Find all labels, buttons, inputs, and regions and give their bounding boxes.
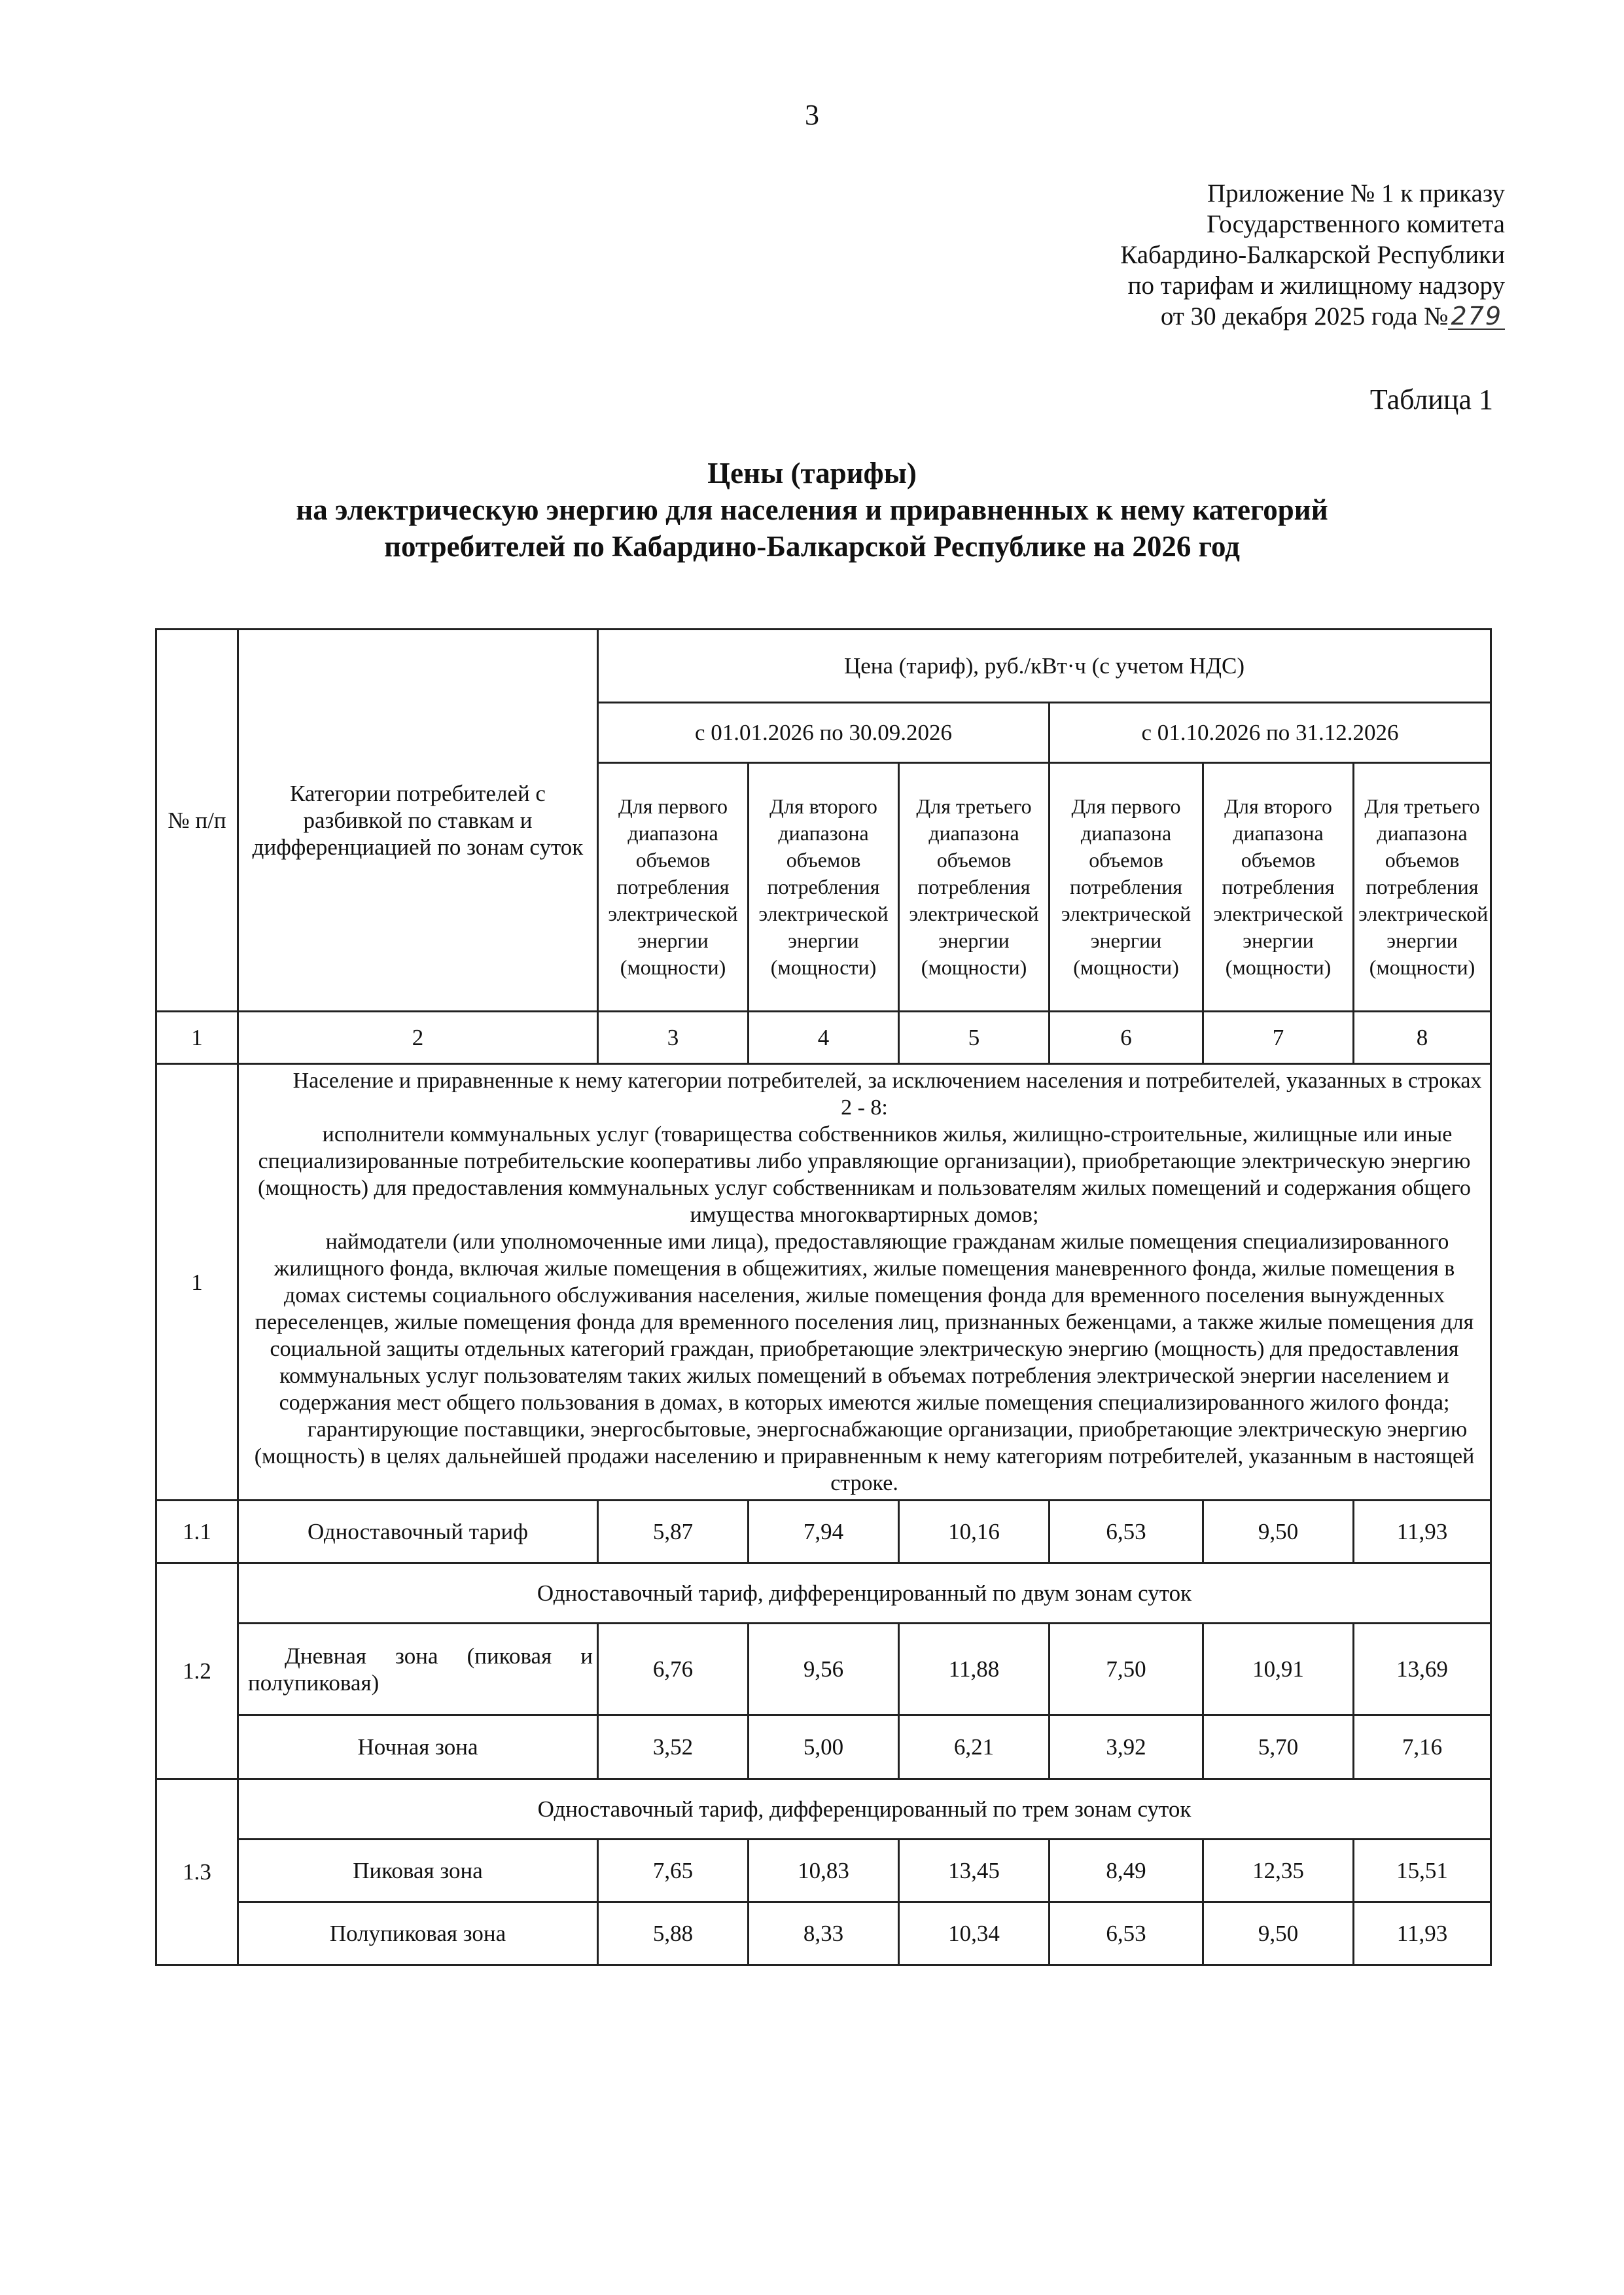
document-title	[0, 455, 1624, 565]
tariff-value: 10,83	[749, 1840, 899, 1902]
header-number: № п/п	[156, 630, 238, 1012]
tariff-value: 6,76	[598, 1624, 749, 1715]
row-number: 1.2	[156, 1563, 238, 1779]
tariff-value: 15,51	[1354, 1840, 1491, 1902]
page-number: 3	[805, 99, 819, 131]
tariff-value: 10,16	[899, 1501, 1050, 1563]
description-paragraph: Население и приравненные к нему категории потребителей, за исключением населения и потребителей, указанных в строках 2 - 8:	[292, 1069, 1482, 1120]
column-number: 5	[899, 1012, 1050, 1064]
tariff-table	[155, 628, 1492, 1966]
tariff-value: 9,56	[749, 1624, 899, 1715]
appendix-line: Кабардино-Балкарской Республики	[1120, 241, 1505, 269]
zone-label: Дневная зона (пиковая и полупиковая)	[238, 1624, 598, 1715]
tariff-value: 3,92	[1050, 1715, 1203, 1779]
column-number: 8	[1354, 1012, 1491, 1064]
header-range: Для первого диапазона объемов потребления электрической энергии (мощности)	[1050, 763, 1203, 1012]
zone-label: Ночная зона	[238, 1715, 598, 1779]
header-period-2: с 01.10.2026 по 31.12.2026	[1050, 703, 1491, 763]
column-number: 6	[1050, 1012, 1203, 1064]
column-number: 3	[598, 1012, 749, 1064]
row-number: 1.1	[156, 1501, 238, 1563]
title-line-1: Цены (тарифы)	[707, 457, 917, 489]
row-1-description	[238, 1064, 1491, 1501]
tariff-value: 9,50	[1203, 1902, 1354, 1965]
tariff-value: 6,21	[899, 1715, 1050, 1779]
row-label: Одноставочный тариф, дифференцированный по двум зонам суток	[238, 1563, 1491, 1624]
tariff-value: 6,53	[1050, 1501, 1203, 1563]
tariff-value: 7,65	[598, 1840, 749, 1902]
title-line-2: на электрическую энергию для населения и приравненных к нему категорий	[296, 493, 1328, 526]
table-label: Таблица 1	[1369, 383, 1493, 416]
tariff-value: 11,93	[1354, 1501, 1491, 1563]
description-paragraph: исполнители коммунальных услуг (товарищества собственников жилья, жилищно-строительные, жилищные или иные специализированные потребительские кооперативы либо управляющие организации), приобретающие электрическую энергию (мощность) для предоставления коммунальных услуг собственникам и пользователям жилых помещений и содержания общего имущества многоквартирных домов;	[258, 1122, 1471, 1227]
tariff-value: 5,87	[598, 1501, 749, 1563]
tariff-value: 5,70	[1203, 1715, 1354, 1779]
row-label: Одноставочный тариф, дифференцированный по трем зонам суток	[238, 1779, 1491, 1840]
column-number: 2	[238, 1012, 598, 1064]
tariff-value: 10,91	[1203, 1624, 1354, 1715]
tariff-value: 8,33	[749, 1902, 899, 1965]
header-range: Для второго диапазона объемов потребления электрической энергии (мощности)	[749, 763, 899, 1012]
row-number: 1	[156, 1064, 238, 1501]
tariff-value: 8,49	[1050, 1840, 1203, 1902]
header-range: Для третьего диапазона объемов потребления электрической энергии (мощности)	[1354, 763, 1491, 1012]
column-number: 4	[749, 1012, 899, 1064]
description-paragraph: гарантирующие поставщики, энергосбытовые, энергоснабжающие организации, приобретающие электрическую энергию (мощность) в целях дальнейшей продажи населению и приравненным к нему категориям потребителей, указанным в настоящей строке.	[254, 1417, 1475, 1495]
tariff-value: 6,53	[1050, 1902, 1203, 1965]
tariff-value: 11,88	[899, 1624, 1050, 1715]
tariff-value: 13,69	[1354, 1624, 1491, 1715]
row-label: Одноставочный тариф	[238, 1501, 598, 1563]
appendix-date-line	[1120, 301, 1505, 332]
tariff-value: 7,16	[1354, 1715, 1491, 1779]
appendix-block	[1120, 178, 1505, 332]
title-line-3: потребителей по Кабардино-Балкарской Республике на 2026 год	[384, 530, 1240, 563]
appendix-line: по тарифам и жилищному надзору	[1127, 272, 1505, 300]
column-number: 7	[1203, 1012, 1354, 1064]
tariff-value: 5,00	[749, 1715, 899, 1779]
row-number: 1.3	[156, 1779, 238, 1965]
tariff-value: 11,93	[1354, 1902, 1491, 1965]
tariff-value: 12,35	[1203, 1840, 1354, 1902]
tariff-value: 7,50	[1050, 1624, 1203, 1715]
tariff-value: 3,52	[598, 1715, 749, 1779]
description-paragraph: наймодатели (или уполномоченные ими лица), предоставляющие гражданам жилые помещения специализированного жилищного фонда, включая жилые помещения в общежитиях, жилые помещения маневренного фонда, жилые помещения в домах системы социального обслуживания населения, жилые помещения фонда для временного поселения вынужденных переселенцев, жилые помещения фонда для временного поселения лиц, признанных беженцами, а также жилые помещения для социальной защиты отдельных категорий граждан, приобретающие электрическую энергию (мощность) для предоставления коммунальных услуг пользователям таких жилых помещений в объемах потребления электрической энергии населением и содержания мест общего пользования в домах, в которых имеются жилые помещения специализированного жилого фонда;	[255, 1230, 1474, 1415]
tariff-value: 13,45	[899, 1840, 1050, 1902]
appendix-line: Государственного комитета	[1207, 210, 1505, 238]
header-category: Категории потребителей с разбивкой по ставкам и дифференциацией по зонам суток	[238, 630, 598, 1012]
tariff-value: 9,50	[1203, 1501, 1354, 1563]
column-number: 1	[156, 1012, 238, 1064]
header-price: Цена (тариф), руб./кВт·ч (с учетом НДС)	[598, 630, 1491, 703]
header-period-1: с 01.01.2026 по 30.09.2026	[598, 703, 1050, 763]
header-range: Для второго диапазона объемов потребления электрической энергии (мощности)	[1203, 763, 1354, 1012]
header-range: Для первого диапазона объемов потребления электрической энергии (мощности)	[598, 763, 749, 1012]
zone-label: Пиковая зона	[238, 1840, 598, 1902]
header-range: Для третьего диапазона объемов потребления электрической энергии (мощности)	[899, 763, 1050, 1012]
order-number-handwritten: 279	[1448, 304, 1505, 330]
appendix-line: Приложение № 1 к приказу	[1207, 179, 1505, 207]
appendix-date-text: от 30 декабря 2025 года №	[1160, 302, 1449, 330]
zone-label: Полупиковая зона	[238, 1902, 598, 1965]
tariff-value: 5,88	[598, 1902, 749, 1965]
tariff-value: 7,94	[749, 1501, 899, 1563]
tariff-value: 10,34	[899, 1902, 1050, 1965]
